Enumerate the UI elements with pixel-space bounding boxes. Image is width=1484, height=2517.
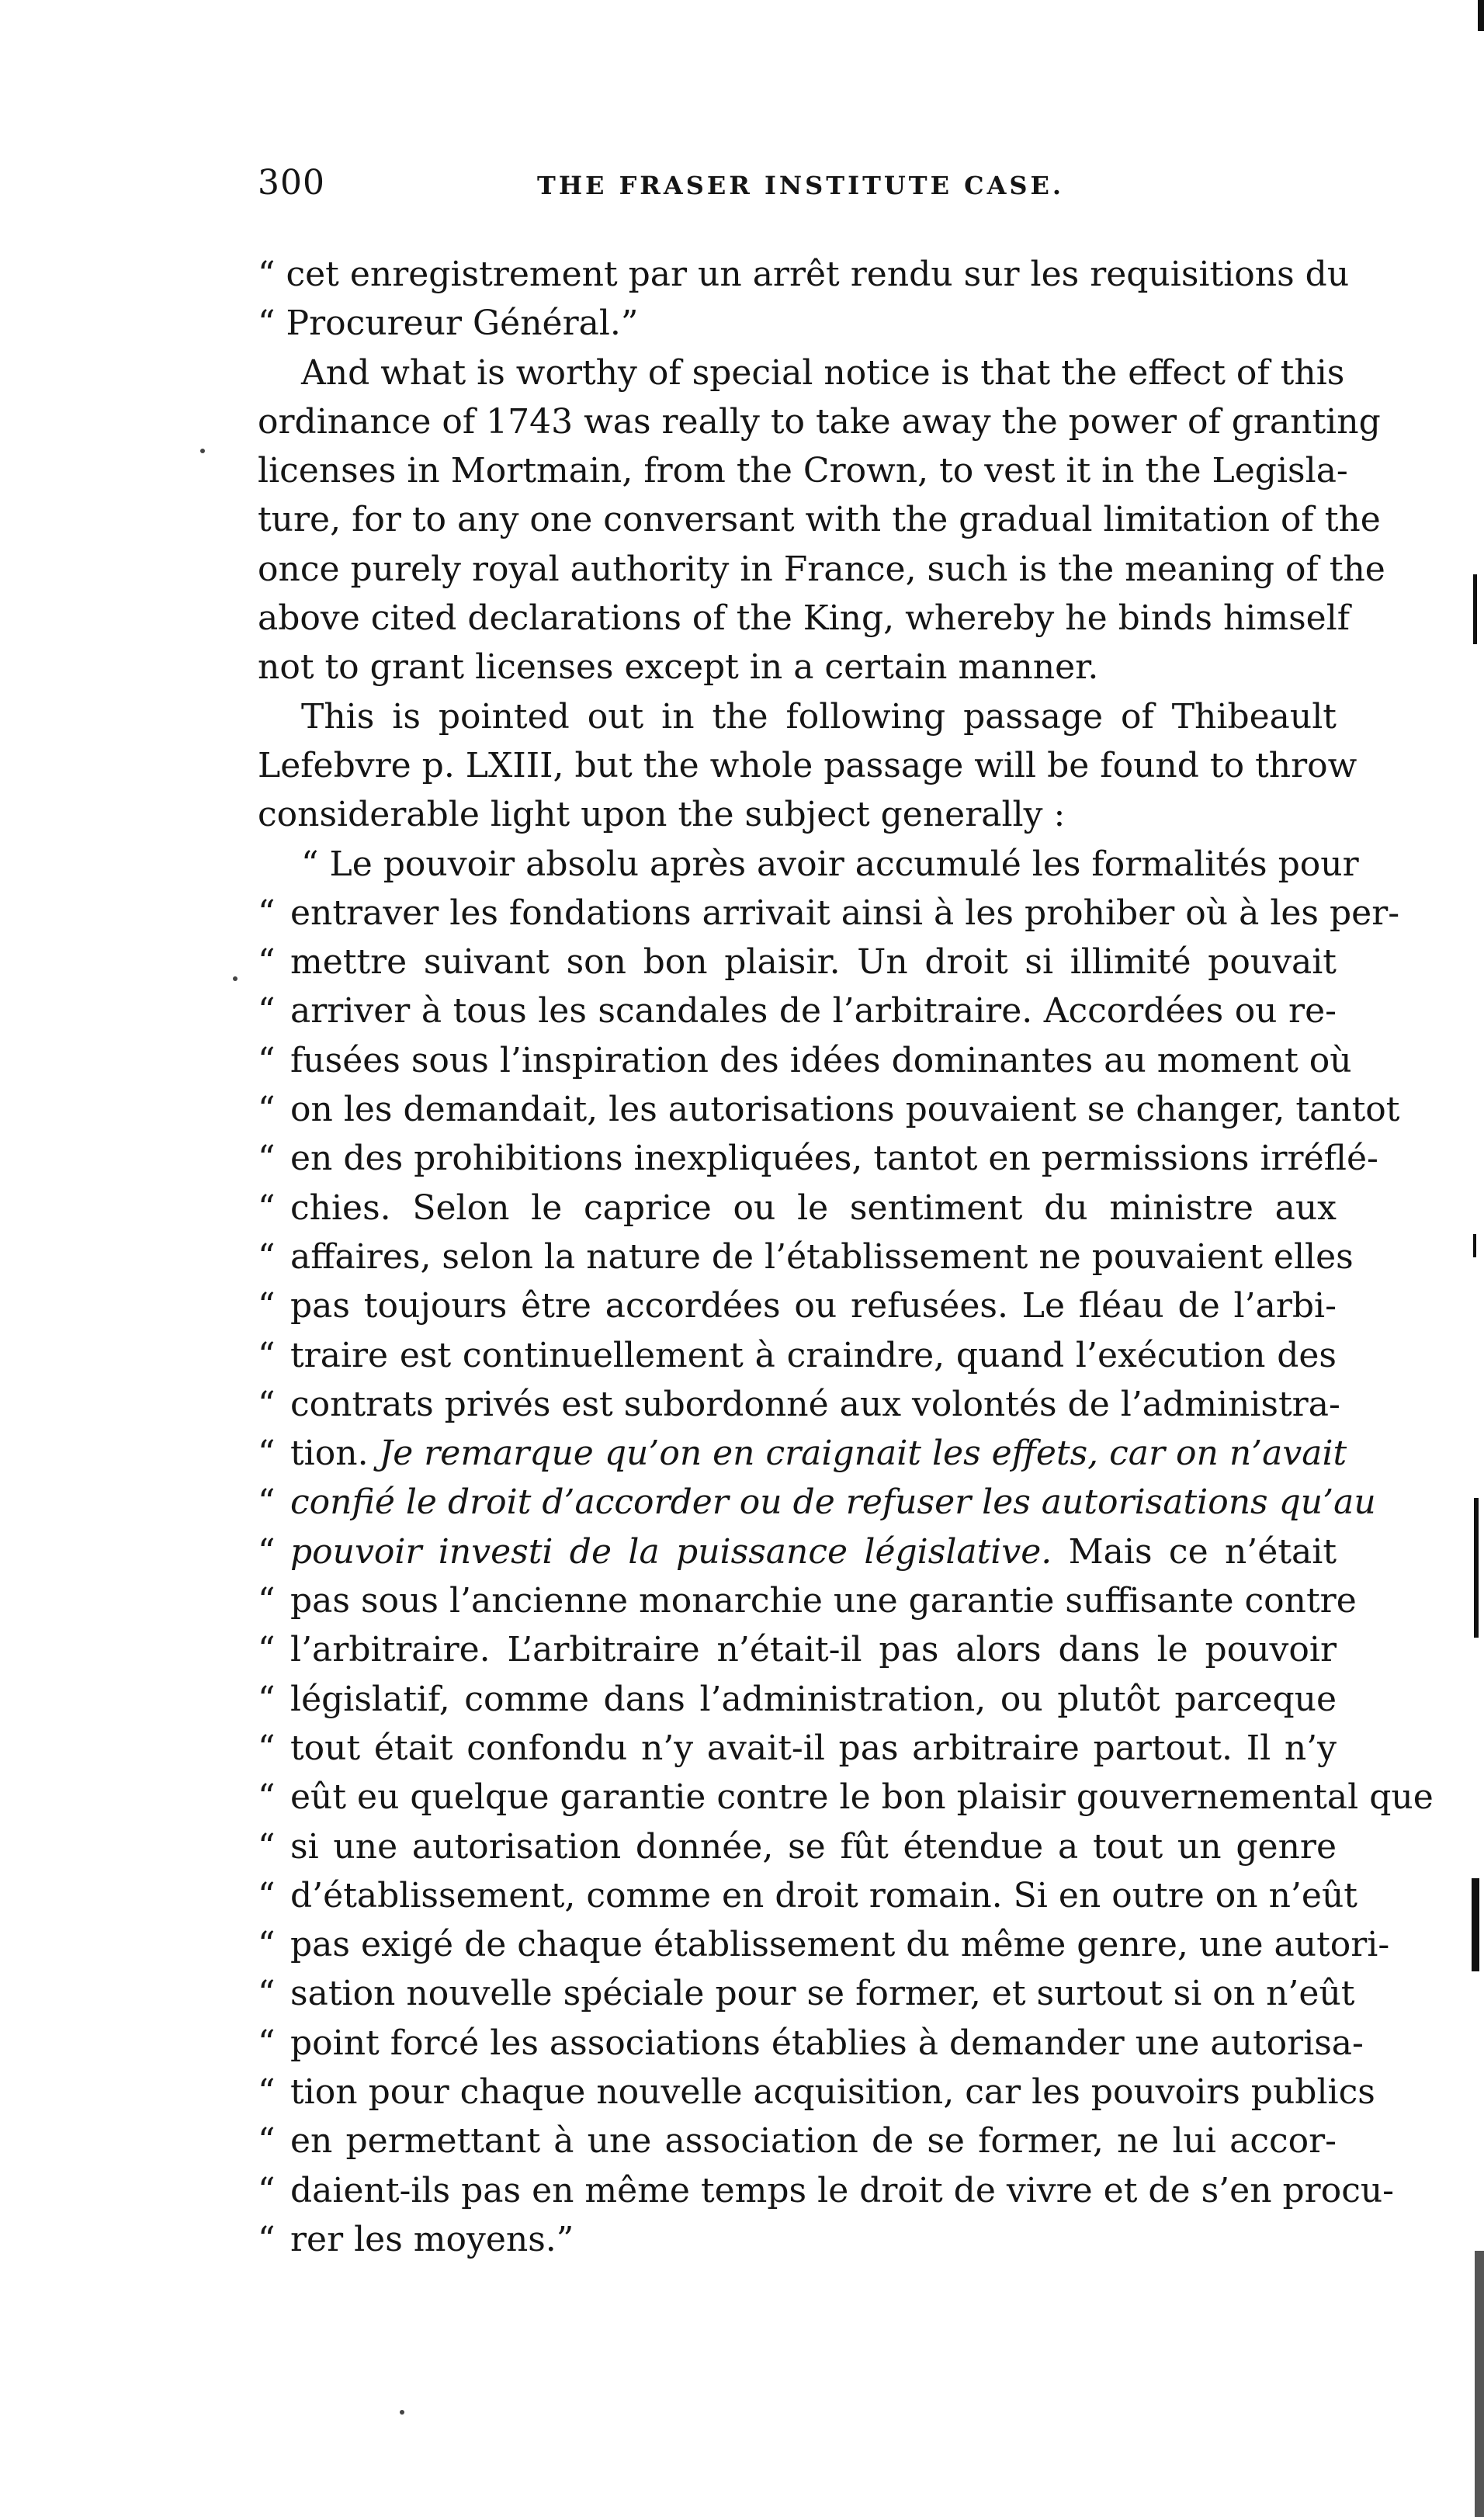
quote-text: rer les moyens.” [290,2219,574,2259]
quote-mark: “ [258,2219,276,2259]
quote-mark: “ [258,1777,276,1818]
quote-line [258,1085,1400,1134]
quote-line [258,1675,1337,1724]
quote-line [258,1232,1354,1281]
quote-line [258,986,1337,1035]
page-header [258,160,1344,214]
quote-line [258,2215,1337,2264]
block-quotation [258,889,1434,2264]
text-line: ordinance of 1743 was really to take away the power of granting [258,401,1381,442]
quote-text: traire est continuellement à craindre, quand l’exécution des [290,1335,1337,1375]
quote-text: affaires, selon la nature de l’établissement ne pouvaient elles [290,1236,1354,1277]
quote-text: en permettant à une association de se former, ne lui accor- [290,2121,1337,2162]
quote-text: tion pour chaque nouvelle acquisition, car les pouvoirs publics [290,2071,1375,2112]
quote-mark: “ [258,1090,276,1130]
quote-mark: “ [258,1040,276,1080]
quote-text: en des prohibitions inexpliquées, tantot en permissions irréflé- [290,1139,1378,1179]
quote-line [258,1281,1337,1330]
text-line: licenses in Mortmain, from the Crown, to vest it in the Legisla- [258,451,1348,491]
page-number: 300 [258,163,325,203]
quote-line [258,1920,1390,1969]
text-line: considerable light upon the subject generally : [258,795,1066,835]
text-line: “ cet enregistrement par un arrêt rendu sur les requisitions du [258,255,1350,294]
quote-italic-text: pouvoir investi de la puissance législative. [290,1531,1052,1572]
quote-line: “ Le pouvoir absolu après avoir accumulé les formalités pour [301,844,1359,884]
scan-speck [200,449,205,453]
quote-text: législatif, comme dans l’administration, ou plutôt parceque [290,1679,1337,1719]
quote-text: tion. [290,1434,369,1474]
quote-line [258,1871,1357,1920]
quote-mark: “ [258,1139,276,1179]
quote-line [258,2068,1375,2117]
scan-edge-mark [1478,0,1484,31]
quote-line [258,2166,1395,2215]
quote-line [258,2117,1337,2165]
quote-text: eût eu quelque garantie contre le bon plaisir gouvernemental que [290,1777,1434,1818]
quote-text: on les demandait, les autorisations pouvaient se changer, tantot [290,1090,1400,1130]
quote-mark: “ [258,1335,276,1375]
quote-line [258,889,1400,938]
quote-text: entraver les fondations arrivait ainsi à les prohiber où à les per- [290,893,1400,933]
quote-line [258,1822,1337,1871]
quote-mark: “ [258,1925,276,1965]
quote-mark: “ [258,1728,276,1768]
quote-text: tout était confondu n’y avait-il pas arbitraire partout. Il n’y [290,1728,1337,1768]
text-line: This is pointed out in the following passage of Thibeault [301,696,1337,737]
quote-line [258,2019,1364,2068]
scan-speck [400,2410,404,2415]
quote-line [258,1625,1337,1674]
quote-line [258,1969,1355,2018]
quote-text: chies. Selon le caprice ou le sentiment du ministre aux [290,1187,1337,1228]
quote-mark: “ [258,1482,276,1523]
quote-text: pas sous l’ancienne monarchie une garantie suffisante contre [290,1581,1357,1621]
scan-edge-mark [1472,1878,1479,1971]
scan-speck [233,976,238,981]
quote-text: si une autorisation donnée, se fût étendue a tout un genre [290,1826,1337,1867]
quote-mark: “ [258,991,276,1031]
quote-line [258,1527,1337,1576]
text-line: ture, for to any one conversant with the gradual limitation of the [258,500,1381,540]
quote-mark: “ [258,1187,276,1228]
quote-text: fusées sous l’inspiration des idées dominantes au moment où [290,1040,1352,1080]
quote-text: point forcé les associations établies à demander une autorisa- [290,2023,1364,2063]
quote-mark: “ [258,1581,276,1621]
text-line: once purely royal authority in France, such is the meaning of the [258,549,1385,589]
quote-line [258,1773,1434,1822]
text-line: not to grant licenses except in a certain manner. [258,647,1099,688]
text-line: “ Procureur Général.” [258,303,639,344]
text-line: above cited declarations of the King, whereby he binds himself [258,598,1351,639]
quote-line [258,1380,1340,1429]
quote-mark: “ [258,1286,276,1326]
quote-mark: “ [258,1434,276,1474]
quote-mark: “ [258,2023,276,2063]
quote-text: Mais ce n’était [1068,1531,1337,1572]
quote-text: pas toujours être accordées ou refusées. Le fléau de l’arbi- [290,1286,1337,1326]
quote-mark: “ [258,1826,276,1867]
quote-text: daient-ils pas en même temps le droit de vivre et de s’en procu- [290,2170,1395,2210]
quote-line [258,1478,1376,1527]
quote-text: arriver à tous les scandales de l’arbitraire. Accordées ou re- [290,991,1337,1031]
quote-line [258,1576,1357,1625]
quote-text: pas exigé de chaque établissement du même genre, une autori- [290,1925,1390,1965]
quote-mark: “ [258,1679,276,1719]
running-title: THE FRASER INSTITUTE CASE. [537,171,1065,200]
quote-line [258,1331,1337,1380]
quote-mark: “ [258,2071,276,2112]
quote-mark: “ [258,1384,276,1424]
quote-mark: “ [258,1630,276,1670]
quote-mark: “ [258,2121,276,2162]
quote-mark: “ [258,893,276,933]
quote-line [258,1724,1337,1773]
quote-italic-text: Je remarque qu’on en craignait les effets, car on n’avait [379,1434,1347,1474]
quote-italic-text: confié le droit d’accorder ou de refuser les autorisations qu’au [290,1482,1376,1523]
quote-text: contrats privés est subordonné aux volontés de l’administra- [290,1384,1340,1424]
scan-edge-mark [1473,574,1477,644]
scan-edge-mark [1474,1498,1479,1638]
quote-text: d’établissement, comme en droit romain. Si en outre on n’eût [290,1875,1357,1915]
quote-line [258,1429,1347,1478]
quote-text: sation nouvelle spéciale pour se former, et surtout si on n’eût [290,1974,1355,2014]
quote-mark: “ [258,1974,276,2014]
quote-mark: “ [258,1236,276,1277]
quote-line [258,1184,1337,1232]
quote-line [258,1036,1352,1085]
text-line: And what is worthy of special notice is that the effect of this [301,352,1345,393]
quote-mark: “ [258,942,276,983]
quote-mark: “ [258,1531,276,1572]
quote-mark: “ [258,2170,276,2210]
quote-mark: “ [258,1875,276,1915]
quote-line [258,1134,1378,1183]
scan-edge-mark [1473,1234,1476,1257]
body-text [258,250,1434,2264]
text-line: Lefebvre p. LXIII, but the whole passage will be found to throw [258,745,1357,785]
quote-text: mettre suivant son bon plaisir. Un droit si illimité pouvait [290,942,1337,983]
quote-line [258,938,1337,986]
scan-edge-mark [1475,2251,1484,2517]
quote-text: l’arbitraire. L’arbitraire n’était-il pas alors dans le pouvoir [290,1630,1337,1670]
